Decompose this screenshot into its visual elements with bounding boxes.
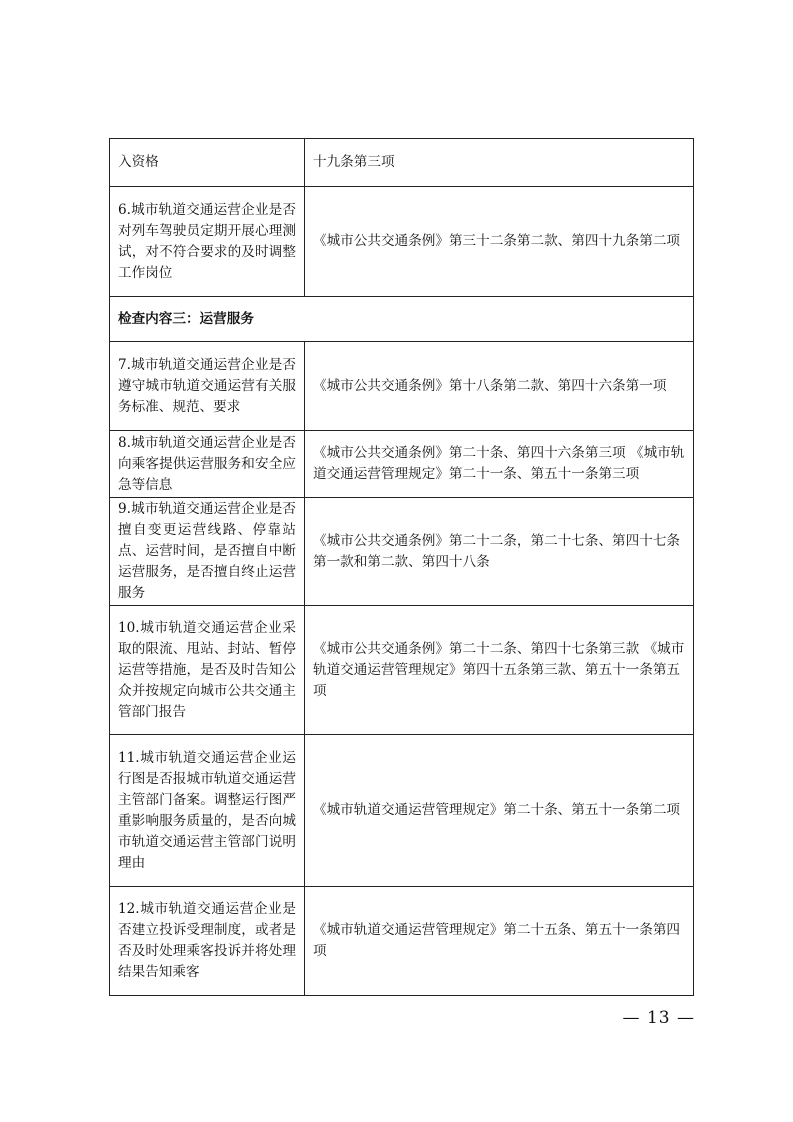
legal-basis-cell: 《城市公共交通条例》第三十二条第二款、第四十九条第二项: [305, 187, 694, 297]
legal-basis-cell: 十九条第三项: [305, 139, 694, 187]
table-row: [110, 498, 694, 606]
item-cell: 7.城市轨道交通运营企业是否遵守城市轨道交通运营有关服务标准、规范、要求: [110, 342, 305, 431]
item-cell: 8.城市轨道交通运营企业是否向乘客提供运营服务和安全应急等信息: [110, 431, 305, 498]
legal-basis-cell: 《城市轨道交通运营管理规定》第二十条、第五十一条第二项: [305, 735, 694, 887]
legal-basis-cell: 《城市公共交通条例》第十八条第二款、第四十六条第一项: [305, 342, 694, 431]
item-cell: 12.城市轨道交通运营企业是否建立投诉受理制度，或者是否及时处理乘客投诉并将处理结果告知乘客: [110, 887, 305, 996]
legal-basis-cell: 《城市公共交通条例》第二十条、第四十六条第三项 《城市轨道交通运营管理规定》第二十一条、第五十一条第三项: [305, 431, 694, 498]
legal-basis-cell: 《城市轨道交通运营管理规定》第二十五条、第五十一条第四项: [305, 887, 694, 996]
legal-basis-cell: 《城市公共交通条例》第二十二条、第四十七条第三款 《城市轨道交通运营管理规定》第四十五条第三款、第五十一条第五项: [305, 606, 694, 735]
legal-basis-cell: 《城市公共交通条例》第二十二条，第二十七条、第四十七条第一款和第二款、第四十八条: [305, 498, 694, 606]
table-row: [110, 887, 694, 996]
table-row: [110, 431, 694, 498]
item-cell: 入资格: [110, 139, 305, 187]
table-row: [110, 187, 694, 297]
table-row: [110, 606, 694, 735]
section-heading: 检查内容三：运营服务: [110, 297, 694, 342]
section-row: [110, 297, 694, 342]
table-row: [110, 342, 694, 431]
item-cell: 10.城市轨道交通运营企业采取的限流、甩站、封站、暂停运营等措施，是否及时告知公众并按规定向城市公共交通主管部门报告: [110, 606, 305, 735]
inspection-table: [109, 138, 694, 996]
item-cell: 11.城市轨道交通运营企业运行图是否报城市轨道交通运营主管部门备案。调整运行图严重影响服务质量的，是否向城市轨道交通运营主管部门说明理由: [110, 735, 305, 887]
table-row: [110, 735, 694, 887]
item-cell: 9.城市轨道交通运营企业是否擅自变更运营线路、停靠站点、运营时间，是否擅自中断运营服务，是否擅自终止运营服务: [110, 498, 305, 606]
table-row: [110, 139, 694, 187]
item-cell: 6.城市轨道交通运营企业是否对列车驾驶员定期开展心理测试，对不符合要求的及时调整工作岗位: [110, 187, 305, 297]
page-number: — 13 —: [622, 1008, 695, 1028]
